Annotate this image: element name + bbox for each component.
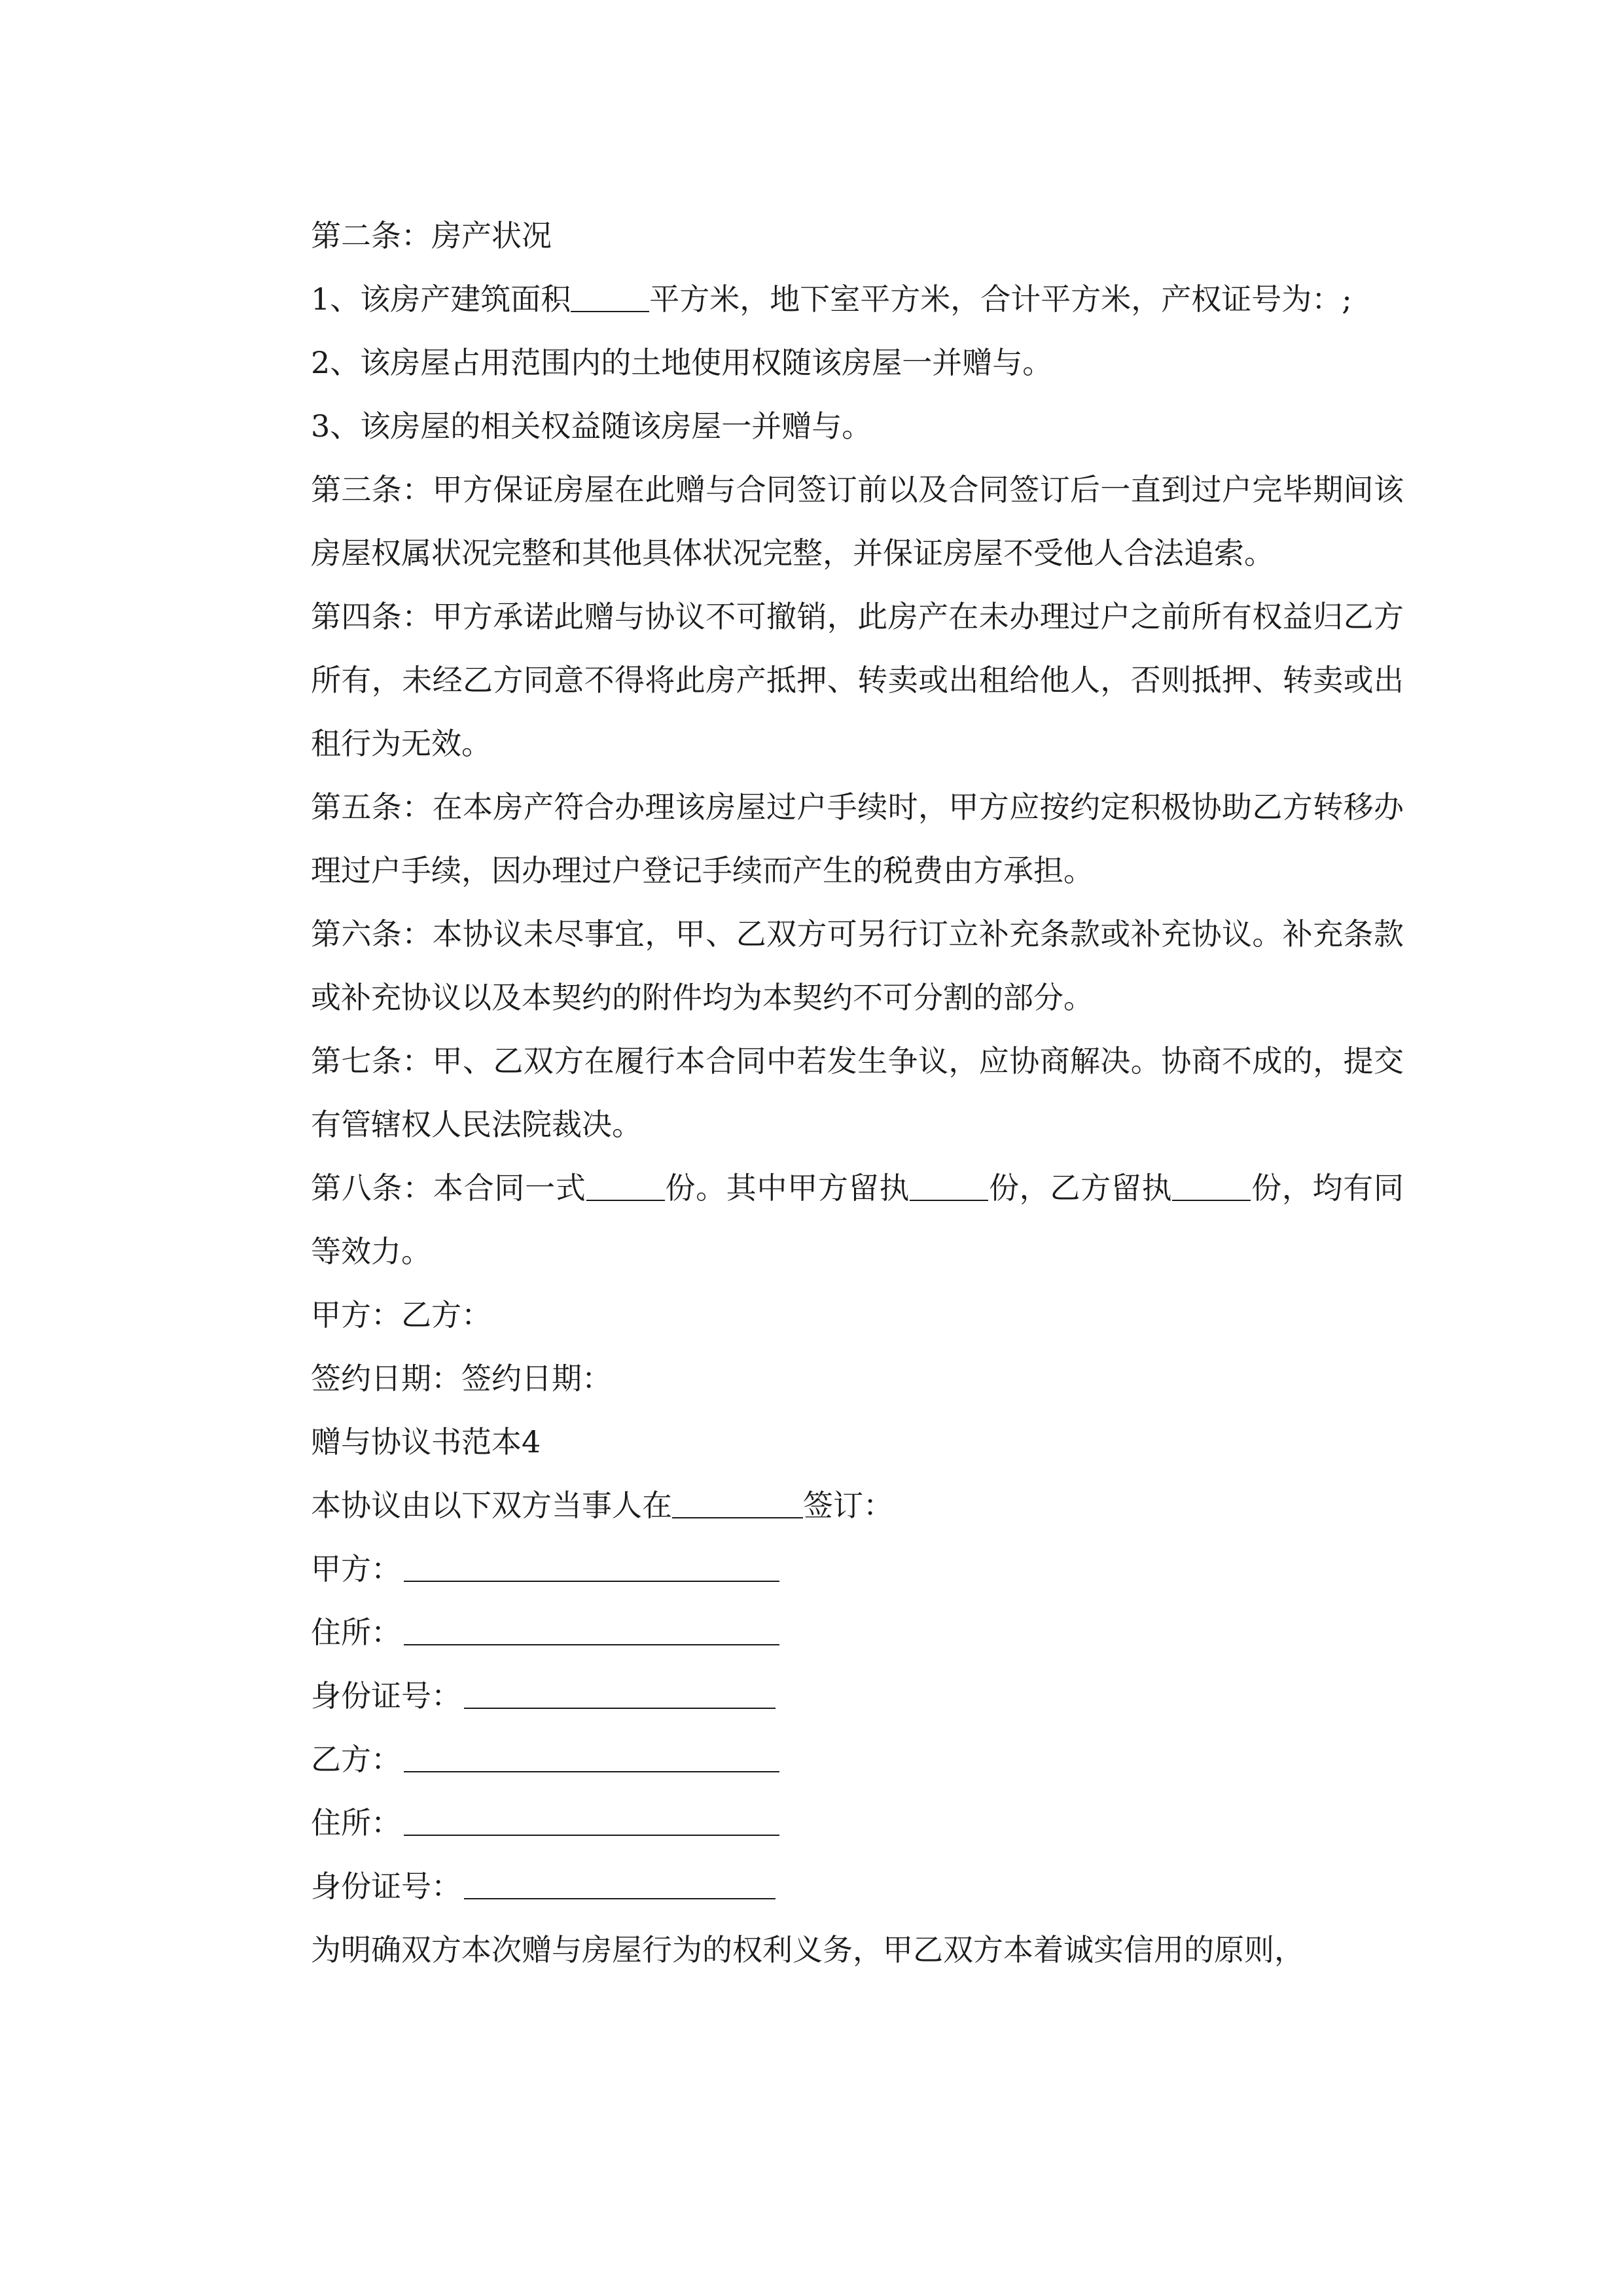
clause2-item1-text-a: 1、该房产建筑面积 xyxy=(311,281,571,317)
id-blank-1 xyxy=(464,1681,776,1709)
clause2-item3: 3、该房屋的相关权益随该房屋一并赠与。 xyxy=(311,408,872,444)
address-blank-2 xyxy=(404,1808,779,1836)
id-label-2: 身份证号： xyxy=(311,1869,461,1904)
id-field-2 xyxy=(245,1855,1404,1918)
sign-date-line: 签约日期：签约日期： xyxy=(311,1361,612,1396)
party-a-blank xyxy=(404,1554,779,1582)
clause6: 第六条：本协议未尽事宜，甲、乙双方可另行订立补充条款或补充协议。补充条款或补充协议以及本契约的附件均为本契约不可分割的部分。 xyxy=(311,916,1404,1015)
copies-party-b-blank xyxy=(1172,1174,1251,1201)
clause8 xyxy=(245,1157,1404,1283)
clause8-text-d: 份，均有同等效力。 xyxy=(311,1170,1404,1269)
purpose-line: 为明确双方本次赠与房屋行为的权利义务，甲乙双方本着诚实信用的原则， xyxy=(311,1932,1304,1967)
sample4-intro xyxy=(245,1474,1404,1537)
id-blank-2 xyxy=(464,1872,776,1899)
copies-party-a-blank xyxy=(910,1174,988,1201)
area-blank xyxy=(571,285,649,312)
clause8-text-a: 第八条：本合同一式 xyxy=(311,1170,586,1206)
document-body xyxy=(245,204,1404,1982)
address-field-2 xyxy=(245,1791,1404,1855)
signing-place-blank xyxy=(672,1491,803,1518)
party-a-field xyxy=(245,1537,1404,1601)
clause2-title: 第二条：房产状况 xyxy=(311,218,552,253)
sample4-title: 赠与协议书范本4 xyxy=(311,1424,541,1460)
parties-line: 甲方：乙方： xyxy=(311,1297,491,1333)
sample4-intro-text-a: 本协议由以下双方当事人在 xyxy=(311,1488,672,1523)
clause5: 第五条：在本房产符合办理该房屋过户手续时，甲方应按约定积极协助乙方转移办理过户手续，因办理过户登记手续而产生的税费由方承担。 xyxy=(311,789,1404,888)
id-label-1: 身份证号： xyxy=(311,1678,461,1713)
clause8-text-b: 份。其中甲方留执 xyxy=(664,1170,910,1206)
address-blank-1 xyxy=(404,1618,779,1645)
address-label-1: 住所： xyxy=(311,1615,401,1650)
clause7: 第七条：甲、乙双方在履行本合同中若发生争议，应协商解决。协商不成的，提交有管辖权人民法院裁决。 xyxy=(311,1043,1404,1142)
clause3: 第三条：甲方保证房屋在此赠与合同签订前以及合同签订后一直到过户完毕期间该房屋权属状况完整和其他具体状况完整，并保证房屋不受他人合法追索。 xyxy=(311,472,1404,571)
id-field-1 xyxy=(245,1664,1404,1728)
copies-total-blank xyxy=(586,1174,665,1201)
clause4: 第四条：甲方承诺此赠与协议不可撤销，此房产在未办理过户之前所有权益归乙方所有，未经乙方同意不得将此房产抵押、转卖或出租给他人，否则抵押、转卖或出租行为无效。 xyxy=(311,599,1404,761)
address-label-2: 住所： xyxy=(311,1805,401,1840)
clause2-item2: 2、该房屋占用范围内的土地使用权随该房屋一并赠与。 xyxy=(311,345,1053,380)
address-field-1 xyxy=(245,1601,1404,1664)
sample4-intro-text-b: 签订： xyxy=(803,1488,893,1523)
clause2-item1-text-b: 平方米，地下室平方米，合计平方米，产权证号为：; xyxy=(649,281,1352,317)
party-a-label: 甲方： xyxy=(311,1551,401,1587)
party-b-blank xyxy=(404,1745,779,1772)
clause8-text-c: 份，乙方留执 xyxy=(988,1170,1173,1206)
clause2-item1 xyxy=(245,268,1404,331)
party-b-field xyxy=(245,1728,1404,1791)
party-b-label: 乙方： xyxy=(311,1742,401,1777)
